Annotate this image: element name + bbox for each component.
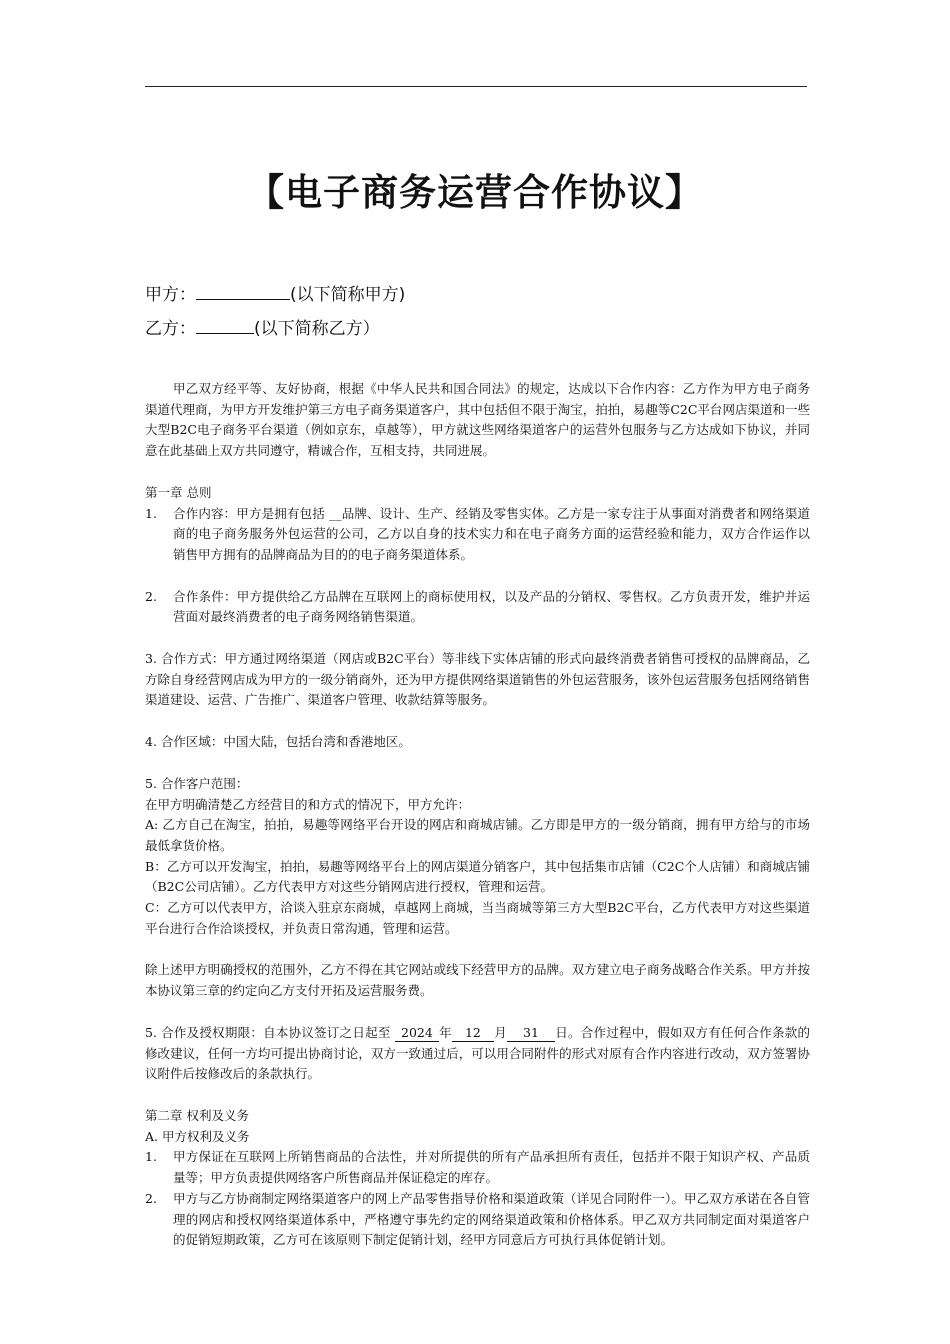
intro-paragraph: 甲乙双方经平等、友好协商，根据《中华人民共和国合同法》的规定，达成以下合作内容：乙方作为甲方电子商务渠道代理商，为甲方开发维护第三方电子商务渠道客户，其中包括但不限于淘宝，拍拍，易趣等C2C平台网店渠道和一些大型B2C电子商务平台渠道（例如京东，卓越等），甲方就这些网络渠道客户的运营外包服务与乙方达成如下协议，并同意在此基础上双方共同遵守，精诚合作，互相支持，共同进展。	[145, 381, 810, 459]
party-a-blank	[196, 281, 290, 300]
clause-cooperation-conditions: 合作条件：甲方提供给乙方品牌在互联网上的商标使用权，以及产品的分销权、零售权。乙方负责开发，维护并运营面对最终消费者的电子商务网络销售渠道。	[173, 588, 810, 625]
party-b-line	[145, 314, 380, 339]
term-day: 31	[507, 1024, 555, 1042]
clause-cooperation-method: 3. 合作方式：甲方通过网络渠道（网店或B2C平台）等非线下实体店铺的形式向最终消费者销售可授权的品牌商品，乙方除自身经营网店成为甲方的一级分销商外，还为甲方提供网络渠道销售的外包运营服务，该外包运营服务包括网络销售渠道建设、运营、广告推广、渠道客户管理、收款结算等服务。	[145, 651, 810, 708]
agreement-body	[145, 379, 810, 1251]
clause-scope-c: C：乙方可以代表甲方，洽谈入驻京东商城，卓越网上商城，当当商城等第三方大型B2C平台，乙方代表甲方对这些渠道平台进行合作洽谈授权，并负责日常沟通，管理和运营。	[145, 900, 810, 936]
chapter1-heading: 第一章 总则	[145, 484, 212, 500]
term-year: 2024	[395, 1024, 439, 1042]
clause-customer-scope-heading: 5. 合作客户范围：	[145, 775, 249, 791]
list-item	[145, 587, 810, 628]
term-year-unit: 年	[438, 1024, 452, 1040]
term-prefix: 5. 合作及授权期限：自本协议签订之日起至	[145, 1024, 395, 1040]
clause-customer-scope-intro: 在甲方明确清楚乙方经营目的和方式的情况下，甲方允许：	[145, 796, 471, 812]
list-number: 2.	[145, 1190, 157, 1206]
chapter2-heading: 第二章 权利及义务	[145, 1107, 249, 1123]
party-b-suffix: (以下简称乙方）	[254, 319, 380, 339]
clause-cooperation-region: 4. 合作区域：中国大陆，包括台湾和香港地区。	[145, 734, 411, 750]
clause-exclusion: 除上述甲方明确授权的范围外，乙方不得在其它网站或线下经营甲方的品牌。双方建立电子商务战略合作关系。甲方并按本协议第三章的约定向乙方支付开拓及运营服务费。	[145, 962, 810, 999]
list-item	[145, 1189, 810, 1251]
party-a-line	[145, 280, 405, 305]
clause-scope-a: A: 乙方自己在淘宝，拍拍，易趣等网络平台开设的网店和商城店铺。乙方即是甲方的一级分销商，拥有甲方给与的市场最低拿货价格。	[145, 817, 810, 853]
list-item	[145, 1147, 810, 1188]
clause-term	[145, 1023, 810, 1085]
term-month: 12	[452, 1024, 494, 1042]
list-number: 1.	[145, 505, 157, 521]
term-suffix: 日。合作过程中，假如双方有任何合作条款的修改建议，任何一方均可提出协商讨论，双方一致通过后，可以用合同附件的形式对原有合作内容进行改动，双方签署协议附件后按修改后的条款执行。	[145, 1024, 810, 1082]
list-number: 1.	[145, 1149, 157, 1165]
clause-party-a-pricing: 甲方与乙方协商制定网络渠道客户的网上产品零售指导价格和渠道政策（详见合同附件一）。甲乙双方承诺在各自管理的网店和授权网络渠道体系中，严格遵守事先约定的网络渠道政策和价格体系。甲乙双方共同制定面对渠道客户的促销短期政策，乙方可在该原则下制定促销计划，经甲方同意后方可执行具体促销计划。	[173, 1190, 810, 1248]
clause-scope-b: B：乙方可以开发淘宝，拍拍，易趣等网络平台上的网店渠道分销客户，其中包括集市店铺（C2C个人店铺）和商城店铺（B2C公司店铺）。乙方代表甲方对这些分销网店进行授权，管理和运营。	[145, 858, 810, 895]
document-title: 【电子商务运营合作协议】	[247, 171, 703, 214]
list-item	[145, 504, 810, 566]
party-b-blank	[196, 315, 254, 334]
header-rule	[145, 86, 807, 87]
party-b-label: 乙方：	[145, 319, 196, 339]
party-a-suffix: (以下简称甲方)	[290, 285, 406, 305]
term-month-unit: 月	[493, 1024, 507, 1040]
clause-party-a-legality: 甲方保证在互联网上所销售商品的合法性，并对所提供的所有产品承担所有责任，包括并不限于知识产权、产品质量等；甲方负责提供网络客户所售商品并保证稳定的库存。	[173, 1149, 810, 1186]
party-a-label: 甲方：	[145, 285, 196, 305]
chapter2-subheading-a: A. 甲方权利及义务	[145, 1128, 250, 1144]
list-number: 2.	[145, 588, 157, 604]
clause-cooperation-content: 合作内容：甲方是拥有包括 __品牌、设计、生产、经销及零售实体。乙方是一家专注于从事面对消费者和网络渠道商的电子商务服务外包运营的公司，乙方以自身的技术实力和在电子商务方面的运营经验和能力，双方合作运作以销售甲方拥有的品牌商品为目的的电子商务渠道体系。	[173, 505, 810, 562]
